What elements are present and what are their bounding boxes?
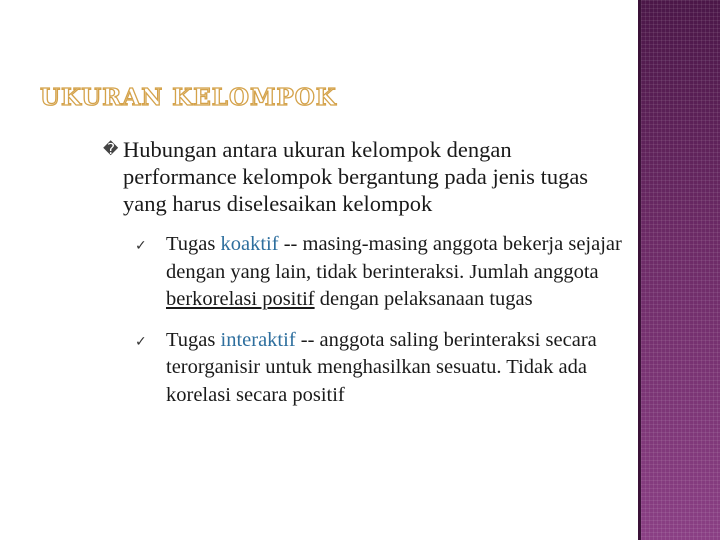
- slide-title: UKURAN KELOMPOK: [40, 84, 337, 111]
- sub-text-suffix: dengan pelaksanaan tugas: [314, 288, 533, 310]
- sub-bullet-list: [135, 231, 635, 422]
- checkmark-icon: ✓: [135, 238, 147, 254]
- keyword-koaktif: koaktif: [220, 233, 279, 255]
- sub-text-prefix: Tugas: [166, 233, 221, 255]
- underlined-term: berkorelasi positif: [166, 288, 315, 310]
- bullet-icon: �: [103, 140, 119, 158]
- sub-text-prefix: Tugas: [166, 328, 221, 351]
- sub-text-middle: -- masing-masing anggota bekerja sejajar dengan yang lain, tidak berinteraksi. Jumlah anggota: [166, 233, 622, 283]
- decorative-sidebar: [641, 0, 720, 540]
- sub-bullet-item-interactive: [135, 327, 635, 410]
- sub-bullet-item-coactive: [135, 231, 635, 314]
- keyword-interaktif: interaktif: [220, 328, 296, 351]
- main-bullet-text: Hubungan antara ukuran kelompok dengan performance kelompok bergantung pada jenis tugas yang harus diselesaikan kelompok: [123, 137, 589, 216]
- sub-text-suffix: -- anggota saling berinteraksi secara terorganisir untuk menghasilkan sesuatu. Tidak ada korelasi secara positif: [166, 328, 597, 406]
- checkmark-icon: ✓: [135, 333, 147, 350]
- main-bullet-item: [103, 136, 623, 217]
